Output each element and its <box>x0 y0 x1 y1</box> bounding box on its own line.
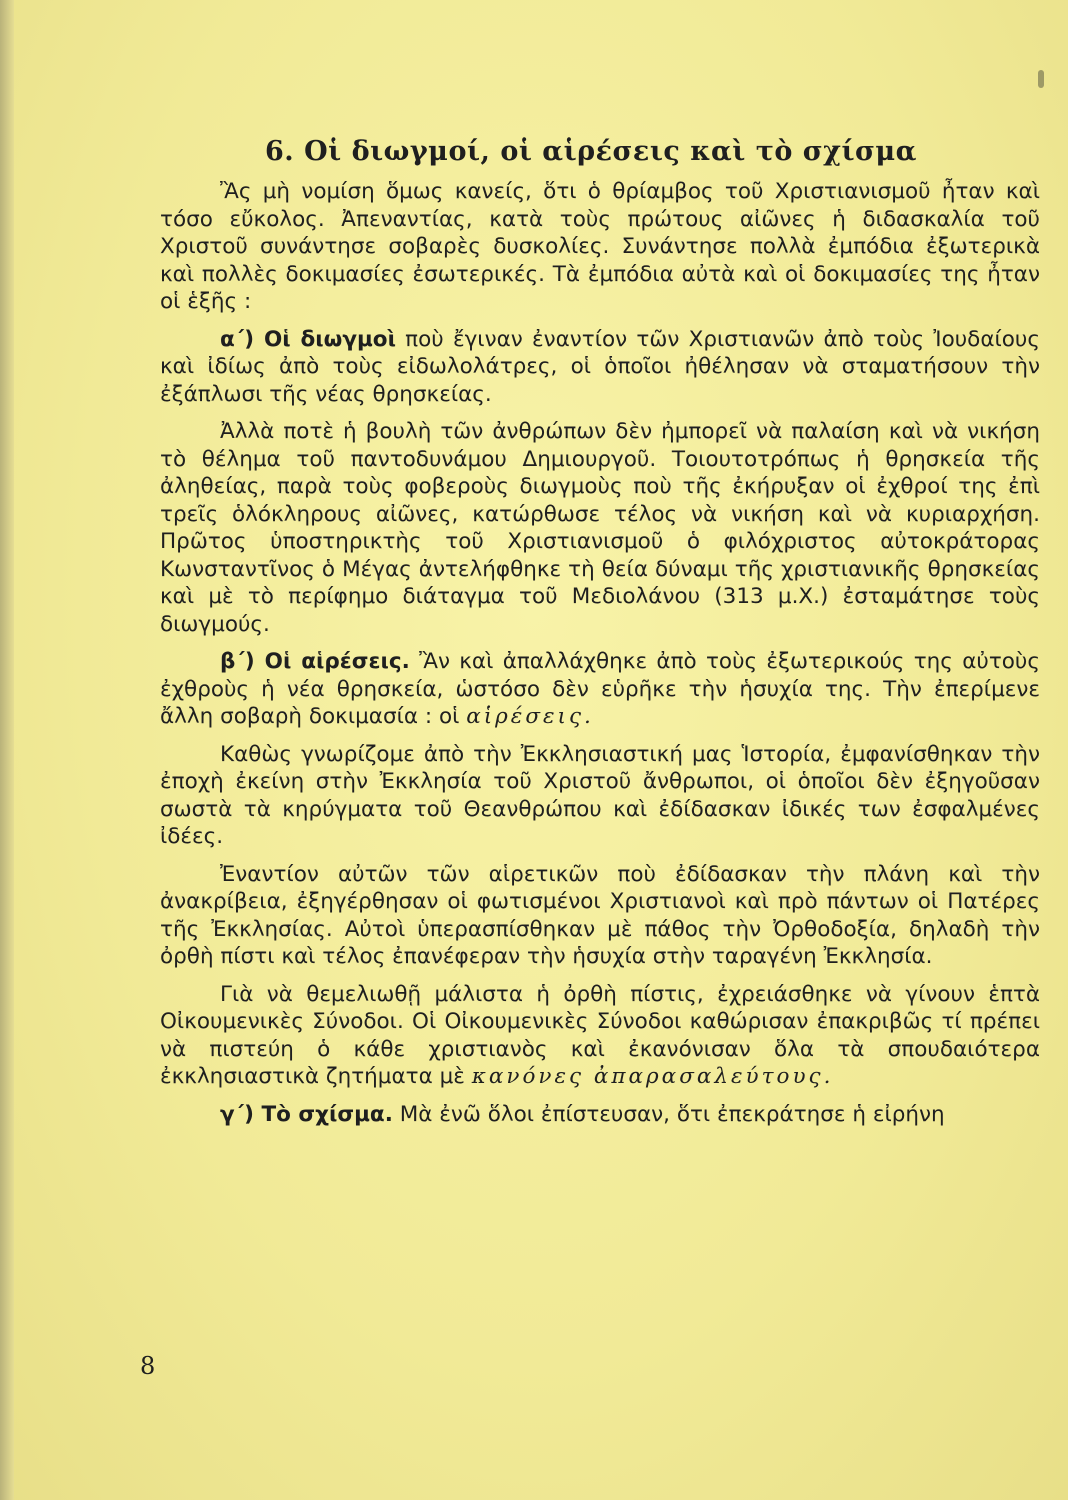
paragraph-heresies <box>160 648 1040 731</box>
paragraph-fathers: Ἐναντίον αὐτῶν τῶν αἱρετικῶν ποὺ ἐδίδασκαν τὴν πλάνη καὶ τὴν ἀνακρίβεια, ἐξηγέρθησαν οἱ φωτισμένοι Χριστιανοὶ καὶ πρὸ πάντων οἱ Πατέρες τῆς Ἐκκλησίας. Αὐτοὶ ὑπερασπίσθηκαν μὲ πάθος τὴν Ὀρθοδοξία, δηλαδὴ τὴν ὀρθὴ πίστι καὶ τέλος ἐπανέφεραν τὴν ἡσυχία στὴν ταραγένη Ἐκκλησία. <box>160 861 1040 969</box>
heresies-spaced-word: αἱρέσεις. <box>466 704 594 729</box>
ink-mark <box>1038 70 1044 88</box>
page-number: 8 <box>140 1352 156 1380</box>
page-edge-shadow <box>0 0 14 1500</box>
body-text <box>160 178 1040 1138</box>
synods-spaced-words: κανόνες ἀπαρασαλεύτους. <box>471 1064 834 1089</box>
paragraph-synods <box>160 981 1040 1091</box>
heresies-text: Ἂν καὶ ἀπαλλάχθηκε ἀπὸ τοὺς ἐξωτερικούς της αὐτοὺς ἐχθροὺς ἡ νέα θρησκεία, ὡστόσο δὲν εὑρῆκε τὴν ἡσυχία της. Τὴν ἐπερίμενε ἄλλη σοβαρὴ δοκιμασία : οἱ <box>160 649 1040 729</box>
paragraph-constantine: Ἀλλὰ ποτὲ ἡ βουλὴ τῶν ἀνθρώπων δὲν ἠμπορεῖ νὰ παλαίση καὶ νὰ νικήση τὸ θέλημα τοῦ παντοδυνάμου Δημιουργοῦ. Τοιουτοτρόπως ἡ θρησκεία τῆς ἀληθείας, παρὰ τοὺς φοβεροὺς διωγμοὺς ποὺ τῆς ἐκήρυξαν οἱ ἐχθροί της ἐπὶ τρεῖς ὁλόκληρους αἰῶνες, κατώρθωσε τέλος νὰ νικήση καὶ νὰ κυριαρχήση. Πρῶτος ὑποστηρικτὴς τοῦ Χριστιανισμοῦ ὁ φιλόχριστος αὐτοκράτορας Κωνσταντῖνος ὁ Μέγας ἀντελήφθηκε τὴ θεία δύναμι τῆς χριστιανικῆς θρησκείας καὶ μὲ τὸ περίφημο διάταγμα τοῦ Μεδιολάνου (313 μ.Χ.) ἐσταμάτησε τοὺς διωγμούς. <box>160 419 1040 637</box>
section-title: 6. Οἱ διωγμοί, οἱ αἱρέσεις καὶ τὸ σχίσμα <box>265 136 917 168</box>
heresies-heading: β΄) Οἱ αἱρέσεις. <box>220 649 410 674</box>
paragraph-persecutions <box>160 326 1040 409</box>
synods-text: Γιὰ νὰ θεμελιωθῇ μάλιστα ἡ ὀρθὴ πίστις, ἐχρειάσθηκε νὰ γίνουν ἑπτὰ Οἰκουμενικὲς Σύνοδοι. Οἱ Οἰκουμενικὲς Σύνοδοι καθώρισαν ἐπακριβῶς τί πρέπει νὰ πιστεύη ὁ κάθε χριστιανὸς καὶ ἐκανόνισαν ὅλα τὰ σπουδαιότερα ἐκκλησιαστικὰ ζητήματα μὲ <box>160 981 1040 1089</box>
schism-heading: γ΄) Τὸ σχίσμα. <box>220 1101 393 1127</box>
schism-text: Μὰ ἐνῶ ὅλοι ἐπίστευσαν, ὅτι ἐπεκράτησε ἡ εἰρήνη <box>392 1101 945 1127</box>
paragraph-church-history: Καθὼς γνωρίζομε ἀπὸ τὴν Ἐκκλησιαστική μας Ἱστορία, ἐμφανίσθηκαν τὴν ἐποχὴ ἐκείνη στὴν Ἐκκλησία τοῦ Χριστοῦ ἄνθρωποι, οἱ ὁποῖοι δὲν ἐξηγοῦσαν σωστὰ τὰ κηρύγματα τοῦ Θεανθρώπου καὶ ἐδίδασκαν ἰδικές των ἐσφαλμένες ἰδέες. <box>160 741 1040 849</box>
paragraph-intro: Ἂς μὴ νομίση ὅμως κανείς, ὅτι ὁ θρίαμβος τοῦ Χριστιανισμοῦ ἦταν καὶ τόσο εὔκολος. Ἀπεναντίας, κατὰ τοὺς πρώτους αἰῶνες ἡ διδασκαλία τοῦ Χριστοῦ συνάντησε σοβαρὲς δυσκολίες. Συνάντησε πολλὰ ἐμπόδια ἐξωτερικὰ καὶ πολλὲς δοκιμασίες ἐσωτερικές. Τὰ ἐμπόδια αὐτὰ καὶ οἱ δοκιμασίες της ἦταν οἱ ἑξῆς : <box>160 179 1040 314</box>
persecutions-heading: α΄) Οἱ διωγμοὶ <box>220 326 396 352</box>
persecutions-text: ποὺ ἔγιναν ἐναντίον τῶν Χριστιανῶν ἀπὸ τοὺς Ἰουδαίους καὶ ἰδίως ἀπὸ τοὺς εἰδωλολάτρες, οἱ ὁποῖοι ἠθέλησαν νὰ σταματήσουν τὴν ἐξάπλωσι τῆς νέας θρησκείας. <box>160 326 1040 407</box>
paragraph-schism <box>160 1101 1040 1129</box>
